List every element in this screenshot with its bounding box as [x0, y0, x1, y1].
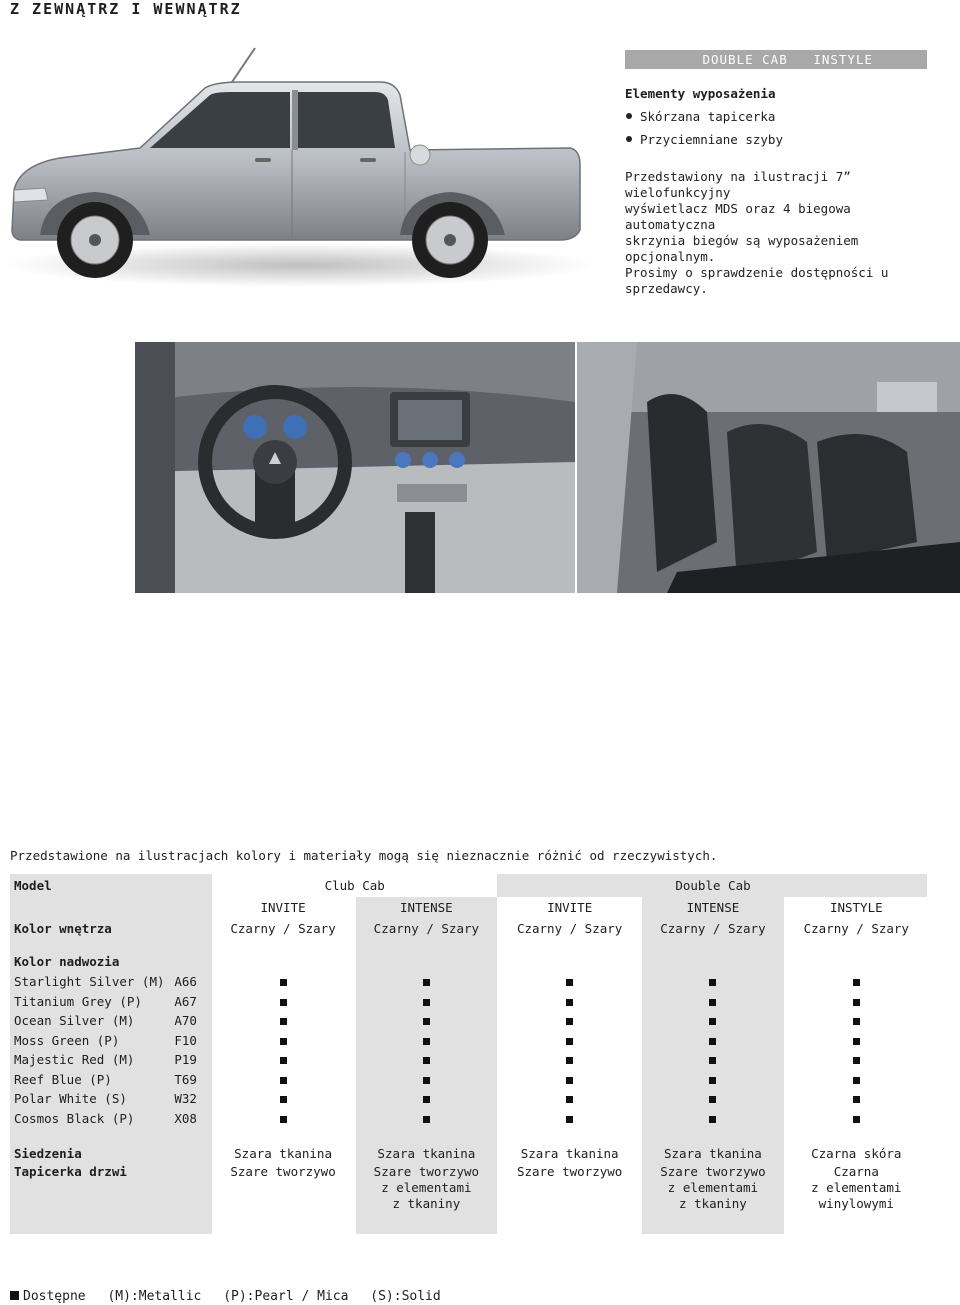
interior-value: Czarny / Szary: [642, 918, 783, 939]
equipment-list: [626, 108, 783, 154]
available-square-icon: [423, 1057, 430, 1064]
availability-cell: [642, 992, 783, 1012]
body-color-row: [10, 1109, 927, 1129]
availability-cell: [786, 992, 927, 1012]
group-double-cab: Double Cab: [499, 874, 927, 897]
truck-side-image: [0, 40, 600, 290]
spec-table: [10, 874, 927, 1234]
availability-cell: [499, 1050, 640, 1070]
availability-cell: [642, 1050, 783, 1070]
availability-cell: [786, 972, 927, 992]
available-square-icon: [280, 1096, 287, 1103]
available-square-icon: [566, 1018, 573, 1025]
availability-cell: [212, 1070, 353, 1090]
availability-cell: [642, 1011, 783, 1031]
body-color-name: Cosmos Black (P): [10, 1109, 170, 1129]
available-square-icon: [423, 1018, 430, 1025]
equipment-title: Elementy wyposażenia: [625, 86, 776, 101]
available-square-icon: [853, 999, 860, 1006]
available-square-icon: [709, 1116, 716, 1123]
trim-header: INTENSE: [356, 897, 497, 918]
available-square-icon: [280, 1057, 287, 1064]
available-square-icon: [280, 1038, 287, 1045]
door-trim-value: Szare tworzywo z elementami z tkaniny: [642, 1164, 783, 1212]
availability-cell: [642, 1031, 783, 1051]
seats-value: Szara tkanina: [356, 1142, 497, 1164]
availability-cell: [499, 1109, 640, 1129]
interior-value: Czarny / Szary: [786, 918, 927, 939]
available-square-icon: [566, 999, 573, 1006]
model-bar: [625, 50, 927, 69]
body-color-row: [10, 1031, 927, 1051]
availability-cell: [356, 1050, 497, 1070]
bullet-icon: [626, 113, 632, 119]
door-trim-value: Szare tworzywo: [212, 1164, 353, 1212]
availability-cell: [786, 1070, 927, 1090]
availability-cell: [786, 1109, 927, 1129]
body-color-label: Kolor nadwozia: [10, 951, 212, 972]
available-square-icon: [709, 999, 716, 1006]
seats-value: Szara tkanina: [642, 1142, 783, 1164]
available-square-icon: [853, 979, 860, 986]
bullet-icon: [626, 136, 632, 142]
body-color-name: Titanium Grey (P): [10, 992, 170, 1012]
body-color-name: Starlight Silver (M): [10, 972, 170, 992]
availability-cell: [499, 992, 640, 1012]
body-color-header-row: [10, 951, 927, 972]
available-square-icon: [709, 979, 716, 986]
page-title: Z ZEWNĄTRZ I WEWNĄTRZ: [10, 0, 242, 18]
availability-cell: [356, 1109, 497, 1129]
available-square-icon: [423, 1038, 430, 1045]
available-square-icon: [709, 1057, 716, 1064]
trim-row: [10, 897, 927, 918]
available-square-icon: [853, 1038, 860, 1045]
interior-value: Czarny / Szary: [356, 918, 497, 939]
availability-cell: [786, 1031, 927, 1051]
legend-available: Dostępne: [10, 1289, 86, 1304]
body-color-name: Majestic Red (M): [10, 1050, 170, 1070]
available-square-icon: [423, 1096, 430, 1103]
dashboard-photo: [135, 342, 575, 593]
availability-cell: [642, 1089, 783, 1109]
available-square-icon: [280, 1018, 287, 1025]
availability-cell: [212, 1089, 353, 1109]
available-square-icon: [853, 1018, 860, 1025]
availability-cell: [356, 972, 497, 992]
available-square-icon: [280, 1116, 287, 1123]
available-square-icon: [423, 1077, 430, 1084]
availability-cell: [786, 1011, 927, 1031]
seats-value: Czarna skóra: [786, 1142, 927, 1164]
availability-cell: [212, 992, 353, 1012]
group-club-cab: Club Cab: [212, 874, 497, 897]
availability-cell: [642, 972, 783, 992]
equipment-item-label: Skórzana tapicerka: [640, 109, 776, 124]
model-bar-trim: INSTYLE: [813, 52, 873, 67]
available-square-icon: [566, 1077, 573, 1084]
available-square-icon: [853, 1116, 860, 1123]
body-color-name: Polar White (S): [10, 1089, 170, 1109]
availability-cell: [786, 1089, 927, 1109]
trim-header: INVITE: [212, 897, 353, 918]
body-color-row: [10, 1011, 927, 1031]
seats-label: Siedzenia: [10, 1142, 212, 1164]
body-color-row: [10, 1089, 927, 1109]
interior-row: [10, 918, 927, 939]
availability-cell: [356, 1011, 497, 1031]
body-color-code: T69: [170, 1070, 212, 1090]
body-color-name: Reef Blue (P): [10, 1070, 170, 1090]
availability-cell: [499, 1070, 640, 1090]
model-row: [10, 874, 927, 897]
availability-cell: [212, 1109, 353, 1129]
availability-cell: [499, 1011, 640, 1031]
body-color-code: W32: [170, 1089, 212, 1109]
availability-cell: [212, 1011, 353, 1031]
availability-cell: [212, 1031, 353, 1051]
trim-header: INSTYLE: [786, 897, 927, 918]
door-trim-value: Szare tworzywo z elementami z tkaniny: [356, 1164, 497, 1212]
available-square-icon: [709, 1077, 716, 1084]
square-icon: [10, 1291, 19, 1300]
legend-pearl: (P):Pearl / Mica: [223, 1289, 349, 1304]
availability-cell: [356, 1089, 497, 1109]
availability-cell: [642, 1070, 783, 1090]
available-square-icon: [709, 1018, 716, 1025]
availability-cell: [786, 1050, 927, 1070]
available-square-icon: [853, 1057, 860, 1064]
availability-cell: [499, 972, 640, 992]
door-trim-value: Czarna z elementami winylowymi: [786, 1164, 927, 1212]
available-square-icon: [709, 1096, 716, 1103]
body-color-code: A70: [170, 1011, 212, 1031]
equipment-description: Przedstawiony na ilustracji 7” wielofunkcyjny wyświetlacz MDS oraz 4 biegowa automatyczna skrzynia biegów są wyposażeniem opcjonalnym. Prosimy o sprawdzenie dostępności u sprzedawcy.: [625, 169, 889, 296]
body-color-row: [10, 1070, 927, 1090]
available-square-icon: [280, 979, 287, 986]
door-trim-row: [10, 1164, 927, 1212]
body-color-row: [10, 972, 927, 992]
seats-photo: [577, 342, 960, 593]
interior-value: Czarny / Szary: [212, 918, 353, 939]
seats-value: Szara tkanina: [212, 1142, 353, 1164]
legend-metallic: (M):Metallic: [107, 1289, 202, 1304]
body-color-code: P19: [170, 1050, 212, 1070]
available-square-icon: [423, 1116, 430, 1123]
model-label: Model: [10, 874, 212, 897]
body-color-name: Ocean Silver (M): [10, 1011, 170, 1031]
availability-cell: [212, 972, 353, 992]
interior-label: Kolor wnętrza: [10, 918, 212, 939]
color-disclaimer: Przedstawione na ilustracjach kolory i materiały mogą się nieznacznie różnić od rzeczywistych.: [10, 848, 718, 863]
available-square-icon: [853, 1096, 860, 1103]
legend-solid: (S):Solid: [370, 1289, 441, 1304]
available-square-icon: [280, 1077, 287, 1084]
door-trim-label: Tapicerka drzwi: [10, 1164, 212, 1212]
body-color-row: [10, 1050, 927, 1070]
available-square-icon: [566, 979, 573, 986]
availability-cell: [499, 1031, 640, 1051]
equipment-item-label: Przyciemniane szyby: [640, 132, 783, 147]
body-color-code: X08: [170, 1109, 212, 1129]
availability-cell: [499, 1089, 640, 1109]
legend: [10, 1289, 455, 1304]
availability-cell: [356, 992, 497, 1012]
availability-cell: [356, 1070, 497, 1090]
available-square-icon: [280, 999, 287, 1006]
trim-header: INTENSE: [642, 897, 783, 918]
seats-value: Szara tkanina: [499, 1142, 640, 1164]
body-color-row: [10, 992, 927, 1012]
seats-row: [10, 1142, 927, 1164]
availability-cell: [642, 1109, 783, 1129]
available-square-icon: [853, 1077, 860, 1084]
trim-header: INVITE: [499, 897, 640, 918]
equipment-item: [626, 108, 783, 131]
available-square-icon: [566, 1096, 573, 1103]
door-trim-value: Szare tworzywo: [499, 1164, 640, 1212]
available-square-icon: [566, 1057, 573, 1064]
model-bar-cab: DOUBLE CAB: [702, 52, 788, 67]
available-square-icon: [566, 1116, 573, 1123]
available-square-icon: [423, 999, 430, 1006]
availability-cell: [212, 1050, 353, 1070]
available-square-icon: [566, 1038, 573, 1045]
availability-cell: [356, 1031, 497, 1051]
body-color-code: A66: [170, 972, 212, 992]
available-square-icon: [423, 979, 430, 986]
body-color-code: A67: [170, 992, 212, 1012]
interior-value: Czarny / Szary: [499, 918, 640, 939]
body-color-name: Moss Green (P): [10, 1031, 170, 1051]
body-color-code: F10: [170, 1031, 212, 1051]
body-color-rows: [10, 972, 927, 1128]
available-square-icon: [709, 1038, 716, 1045]
equipment-item: [626, 131, 783, 154]
